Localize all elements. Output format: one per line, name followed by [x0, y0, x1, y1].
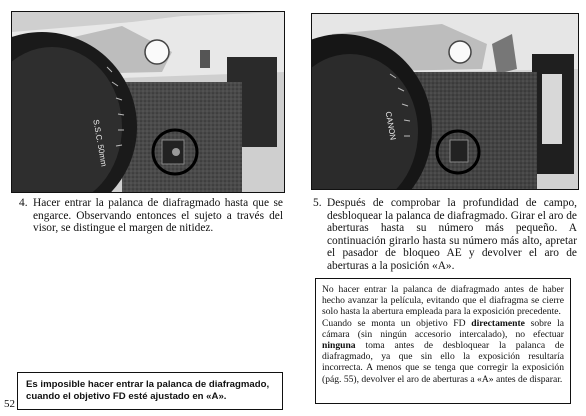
step-number: 5. — [313, 197, 322, 209]
step-4-instruction — [19, 197, 283, 235]
camera-illustration-right — [312, 14, 578, 189]
step-5-instruction — [313, 197, 577, 273]
page-number: 52 — [4, 398, 15, 410]
note-text: toma antes de desbloquear la palanca de diafragmado, ya que sin ello la exposición resultaría incorrecta. A menos que se tenga que corregir la exposición (pág. 55), devolver el aro de aberturas a «A» antes de disparar. — [322, 340, 564, 385]
note-text: Cuando se monta un objetivo FD — [322, 317, 472, 329]
lens-marking-text: S.S.C. 50mm — [91, 118, 109, 168]
warning-text: Es imposible hacer entrar la palanca de diafragmado, cuando el objetivo FD esté ajustado en «A». — [26, 379, 270, 402]
warning-box — [17, 372, 283, 410]
note-text: sobre la cámara (sin ningún accesorio intercalado), no efectuar — [322, 317, 564, 340]
step-text: Hacer entrar la palanca de diafragmado hasta que se engarce. Observando entonces el sujeto a través del visor, se distingue el margen de nitidez. — [33, 197, 283, 235]
note-paragraph-1: No hacer entrar la palanca de diafragmado antes de haber hecho avanzar la película, evitando que el diafragma se cierre solo hasta la abertura empleada para la exposición precedente. — [322, 284, 564, 318]
camera-photo-step-4 — [11, 11, 285, 193]
note-paragraph-2 — [322, 318, 564, 385]
camera-illustration-left — [12, 12, 284, 192]
step-text: Después de comprobar la profundidad de campo, desbloquear la palanca de diafragmado. Girar el aro de aberturas hasta su número más pequeño. A continuación girarlo hasta su número más alto, apretar el pasador de bloqueo AE y devolver el aro de aberturas a la posición «A». — [327, 197, 577, 272]
note-emphasis: directamente — [471, 317, 525, 329]
note-box — [315, 278, 571, 404]
lens-brand-text: CANON — [383, 110, 398, 141]
note-emphasis: ninguna — [322, 340, 356, 352]
camera-photo-step-5 — [311, 13, 579, 190]
step-number: 4. — [19, 197, 28, 209]
